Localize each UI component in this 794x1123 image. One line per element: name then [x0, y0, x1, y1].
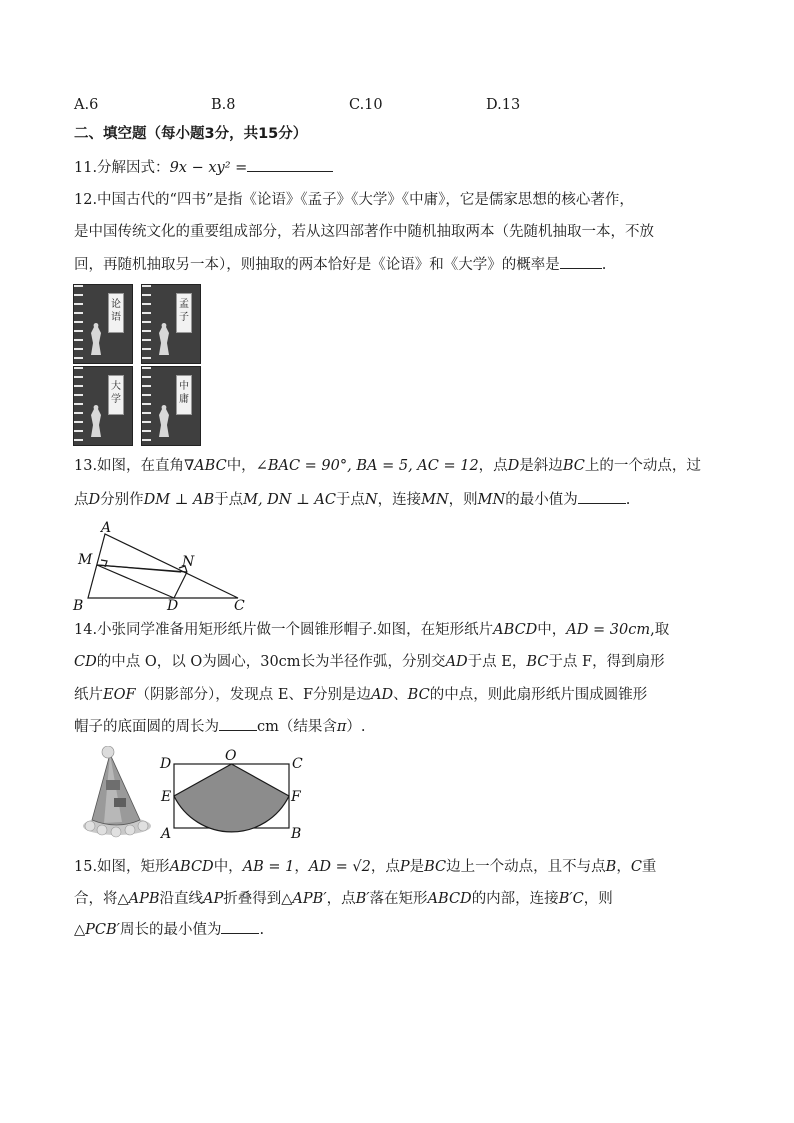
label-c: C — [234, 598, 245, 612]
book-card-mengzi: 孟 子 — [141, 284, 201, 364]
q11-prefix: 11.分解因式： — [74, 160, 170, 176]
label-m: M — [78, 552, 93, 568]
q14-line2: CD的中点 O，以 O为圆心，30cm长为半径作弧，分别交AD于点 E，BC于点 F，得到扇形 — [74, 654, 665, 670]
q14-line1: 14.小张同学准备用矩形纸片做一个圆锥形帽子.如图，在矩形纸片ABCD中，AD = 30cm,取 — [74, 622, 670, 638]
q13-answer-blank[interactable] — [578, 489, 626, 504]
book-card-daxue: 大 学 — [73, 366, 133, 446]
sector-eof — [174, 764, 289, 832]
option-a: A.6 — [74, 97, 99, 113]
q12-line2: 是中国传统文化的重要组成部分，若从这四部著作中随机抽取两本（先随机抽取一本，不放 — [74, 224, 654, 240]
q14-answer-blank[interactable] — [219, 716, 257, 731]
section-title: 二、填空题（每小题3分，共15分） — [74, 126, 308, 142]
q12-line3: 回，再随机抽取另一本），则抽取的两本恰好是《论语》和《大学》的概率是 . — [74, 254, 606, 275]
book-card-zhongyong: 中 庸 — [141, 366, 201, 446]
q14-line3: 纸片EOF（阴影部分），发现点 E、F分别是边AD、BC的中点，则此扇形纸片围成圆锥形 — [74, 687, 648, 703]
label-o: O — [225, 748, 237, 764]
segment-nd — [174, 572, 187, 598]
q15-line1: 15.如图，矩形ABCD中，AB = 1，AD = √2，点P是BC边上一个动点，且不与点B，C重 — [74, 859, 657, 875]
q13-line1: 13.如图，在直角∇ABC中，∠BAC = 90°, BA = 5, AC = 12，点D是斜边BC上的一个动点，过 — [74, 458, 701, 474]
q15-answer-blank[interactable] — [221, 919, 259, 934]
label-n: N — [182, 554, 195, 570]
book-card-lunyu: 论 语 — [73, 284, 133, 364]
rectangle-sector-diagram — [158, 748, 308, 840]
q12-answer-blank[interactable] — [560, 254, 602, 269]
q15-line3: △PCB′周长的最小值为 . — [74, 919, 264, 940]
cone-hat-photo — [80, 746, 154, 838]
label-a: A — [101, 520, 112, 536]
label-e: E — [161, 789, 172, 805]
q14-line4: 帽子的底面圆的周长为 cm（结果含π）. — [74, 716, 366, 737]
label-d: D — [167, 598, 179, 612]
label-f: F — [291, 789, 301, 805]
label-a: A — [161, 826, 172, 840]
label-c: C — [292, 756, 303, 772]
label-d: D — [160, 756, 172, 772]
label-b: B — [73, 598, 84, 612]
q15-line2: 合，将△APB沿直线AP折叠得到△APB′，点B′落在矩形ABCD的内部，连接B′C，则 — [74, 891, 613, 907]
option-d: D.13 — [486, 97, 521, 113]
option-c: C.10 — [349, 97, 383, 113]
label-b: B — [291, 826, 302, 840]
scholar-figure-icon — [88, 403, 104, 439]
q12-line1: 12.中国古代的“四书”是指《论语》《孟子》《大学》《中庸》，它是儒家思想的核心著作， — [74, 192, 634, 208]
scholar-figure-icon — [156, 321, 172, 357]
question-11 — [74, 157, 333, 178]
option-b: B.8 — [211, 97, 236, 113]
triangle-diagram — [70, 520, 260, 612]
q11-expression: 9x − xy² = — [169, 160, 248, 176]
q13-line2: 点D分别作DM ⊥ AB于点M, DN ⊥ AC于点N，连接MN，则MN的最小值为 . — [74, 489, 630, 510]
scholar-figure-icon — [88, 321, 104, 357]
q11-answer-blank[interactable] — [247, 157, 333, 172]
scholar-figure-icon — [156, 403, 172, 439]
